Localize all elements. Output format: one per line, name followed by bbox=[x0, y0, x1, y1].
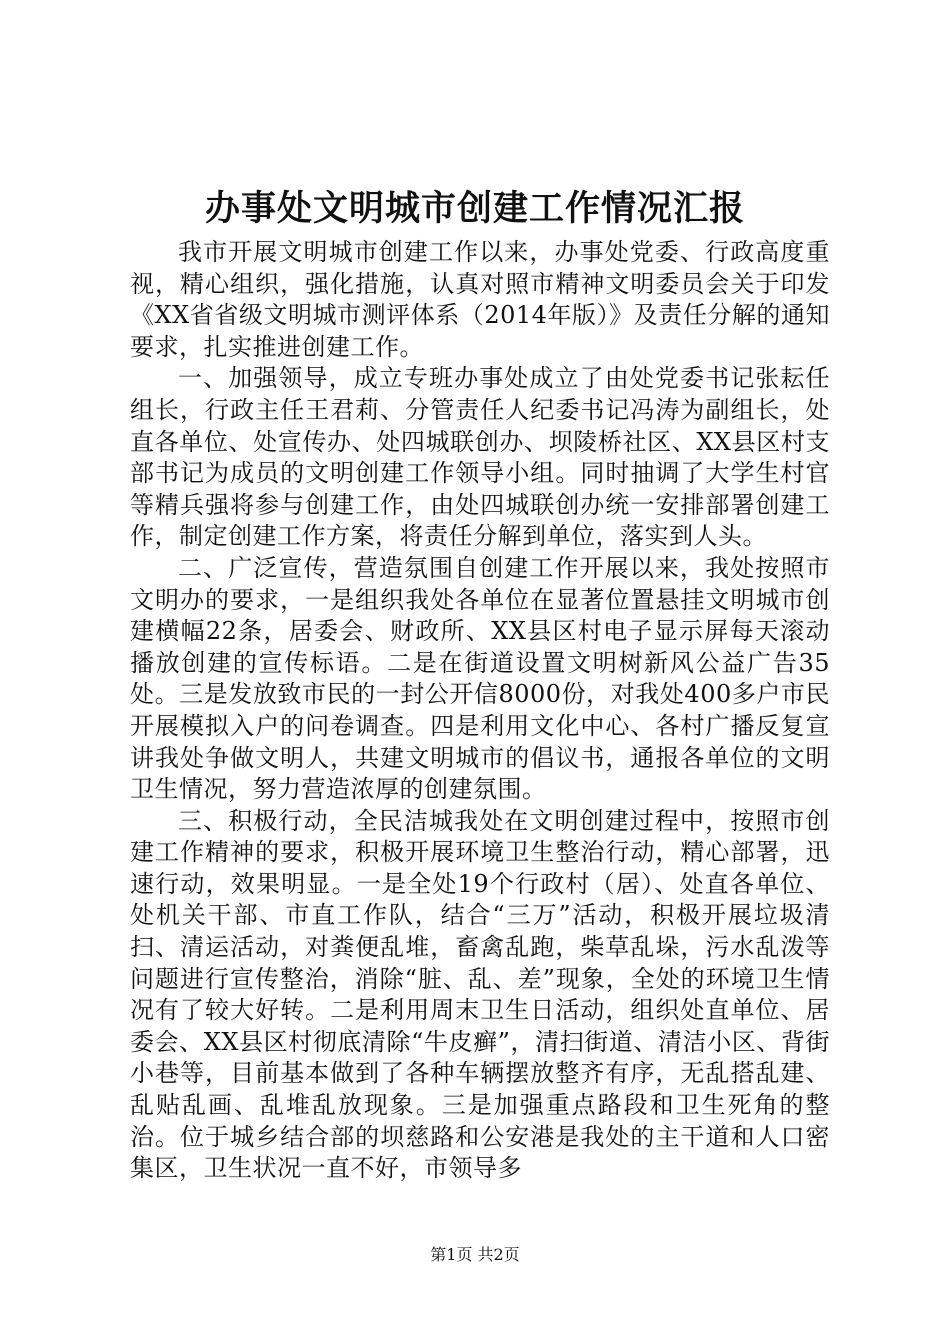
paragraph-publicity: 二、广泛宣传，营造氛围自创建工作开展以来，我处按照市文明办的要求，一是组织我处各单位在显著位置悬挂文明城市创建横幅22条，居委会、财政所、XX县区村电子显示屏每天滚动播放创建的宣传标语。二是在街道设置文明树新风公益广告35处。三是发放致市民的一封公开信8000份，对我处400多户市民开展模拟入户的问卷调查。四是利用文化中心、各村广播反复宣讲我处争做文明人，共建文明城市的倡议书，通报各单位的文明卫生情况，努力营造浓厚的创建氛围。 bbox=[130, 553, 830, 804]
document-title: 办事处文明城市创建工作情况汇报 bbox=[204, 188, 745, 229]
page-number-footer: 第1页 共2页 bbox=[430, 1245, 520, 1264]
paragraph-leadership: 一、加强领导，成立专班办事处成立了由处党委书记张耘任组长，行政主任王君莉、分管责任人纪委书记冯涛为副组长，处直各单位、处宣传办、处四城联创办、坝陵桥社区、XX县区村支部书记为成员的文明创建工作领导小组。同时抽调了大学生村官等精兵强将参与创建工作，由处四城联创办统一安排部署创建工作，制定创建工作方案，将责任分解到单位，落实到人头。 bbox=[130, 364, 830, 551]
paragraph-action: 三、积极行动，全民洁城我处在文明创建过程中，按照市创建工作精神的要求，积极开展环境卫生整治行动，精心部署，迅速行动，效果明显。一是全处19个行政村（居）、处直各单位、处机关干部、市直工作队，结合“三万”活动，积极开展垃圾清扫、清运活动，对粪便乱堆，畜禽乱跑，柴草乱垛，污水乱泼等问题进行宣传整治，消除“脏、乱、差”现象，全处的环境卫生情况有了较大好转。二是利用周末卫生日活动，组织处直单位、居委会、XX县区村彻底清除“牛皮癣”，清扫街道、清洁小区、背街小巷等，目前基本做到了各种车辆摆放整齐有序，无乱搭乱建、乱贴乱画、乱堆乱放现象。三是加强重点路段和卫生死角的整治。位于城乡结合部的坝慈路和公安港是我处的主干道和人口密集区，卫生状况一直不好，市领导多 bbox=[130, 806, 830, 1183]
paragraph-intro: 我市开展文明城市创建工作以来，办事处党委、行政高度重视，精心组织，强化措施，认真对照市精神文明委员会关于印发《XX省省级文明城市测评体系（2014年版）》及责任分解的通知要求，扎实推进创建工作。 bbox=[130, 238, 830, 361]
document-body bbox=[130, 237, 830, 1185]
